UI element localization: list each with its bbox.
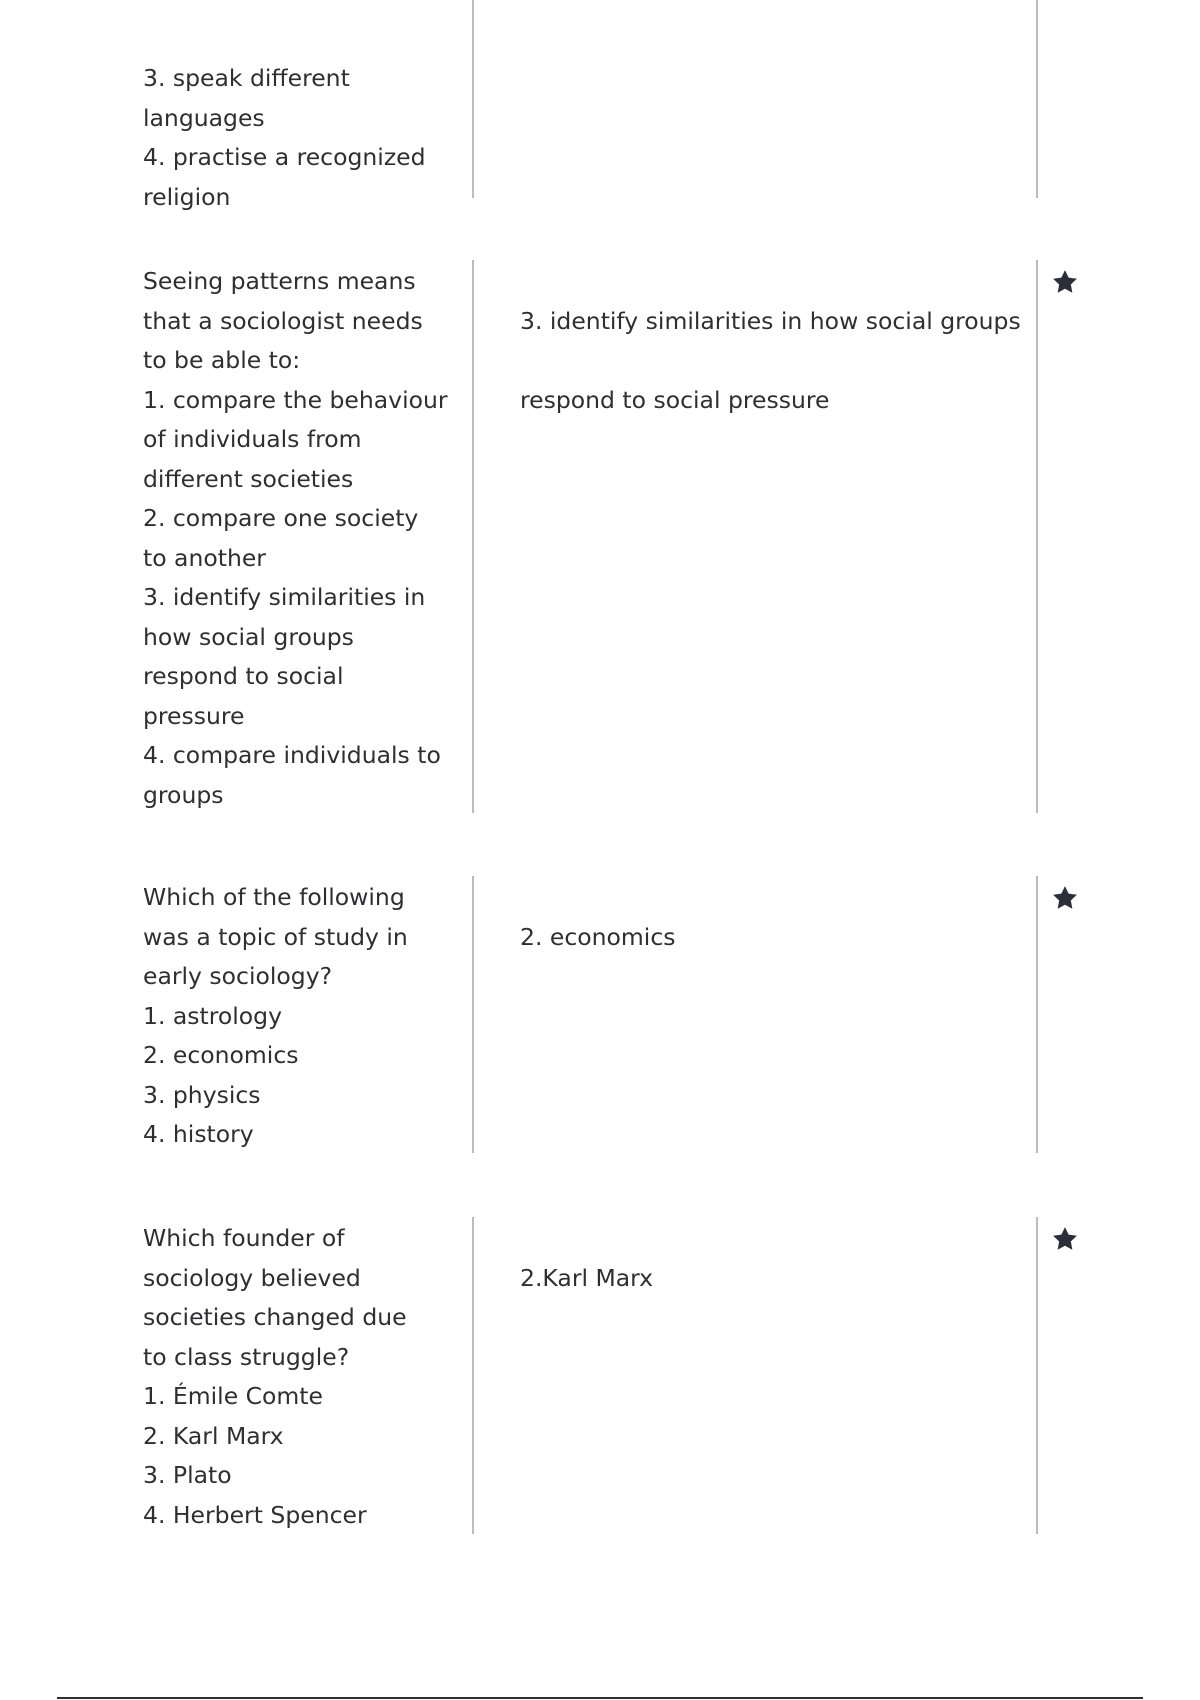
answer-text: 3. identify similarities in how social groups respond to social pressure [520,306,1021,414]
question-text: 3. speak different languages 4. practise a recognized religion [143,64,426,211]
column-divider [472,876,474,1153]
question-text: Which founder of sociology believed societies changed due to class struggle? 1. Émile Comte 2. Karl Marx 3. Plato 4. Herbert Spencer [143,1224,407,1529]
column-divider [472,1217,474,1534]
question-text: Which of the following was a topic of study in early sociology? 1. astrology 2. economics 3. physics 4. history [143,883,408,1148]
column-divider [472,260,474,813]
column-divider [1036,876,1038,1153]
answer-text: 2. economics [520,922,676,951]
footer-rule [57,1697,1143,1699]
column-divider [1036,1217,1038,1534]
star-icon[interactable] [1051,268,1079,296]
question-text: Seeing patterns means that a sociologist needs to be able to: 1. compare the behaviour of individuals from different societies 2. compare one society to another 3. identify similarities in how social groups respond to social pressure 4. compare individuals to groups [143,267,448,809]
column-divider [1036,260,1038,813]
column-divider [1036,0,1038,198]
answer-text: 2.Karl Marx [520,1263,654,1292]
column-divider [472,0,474,198]
star-icon[interactable] [1051,884,1079,912]
star-icon[interactable] [1051,1225,1079,1253]
